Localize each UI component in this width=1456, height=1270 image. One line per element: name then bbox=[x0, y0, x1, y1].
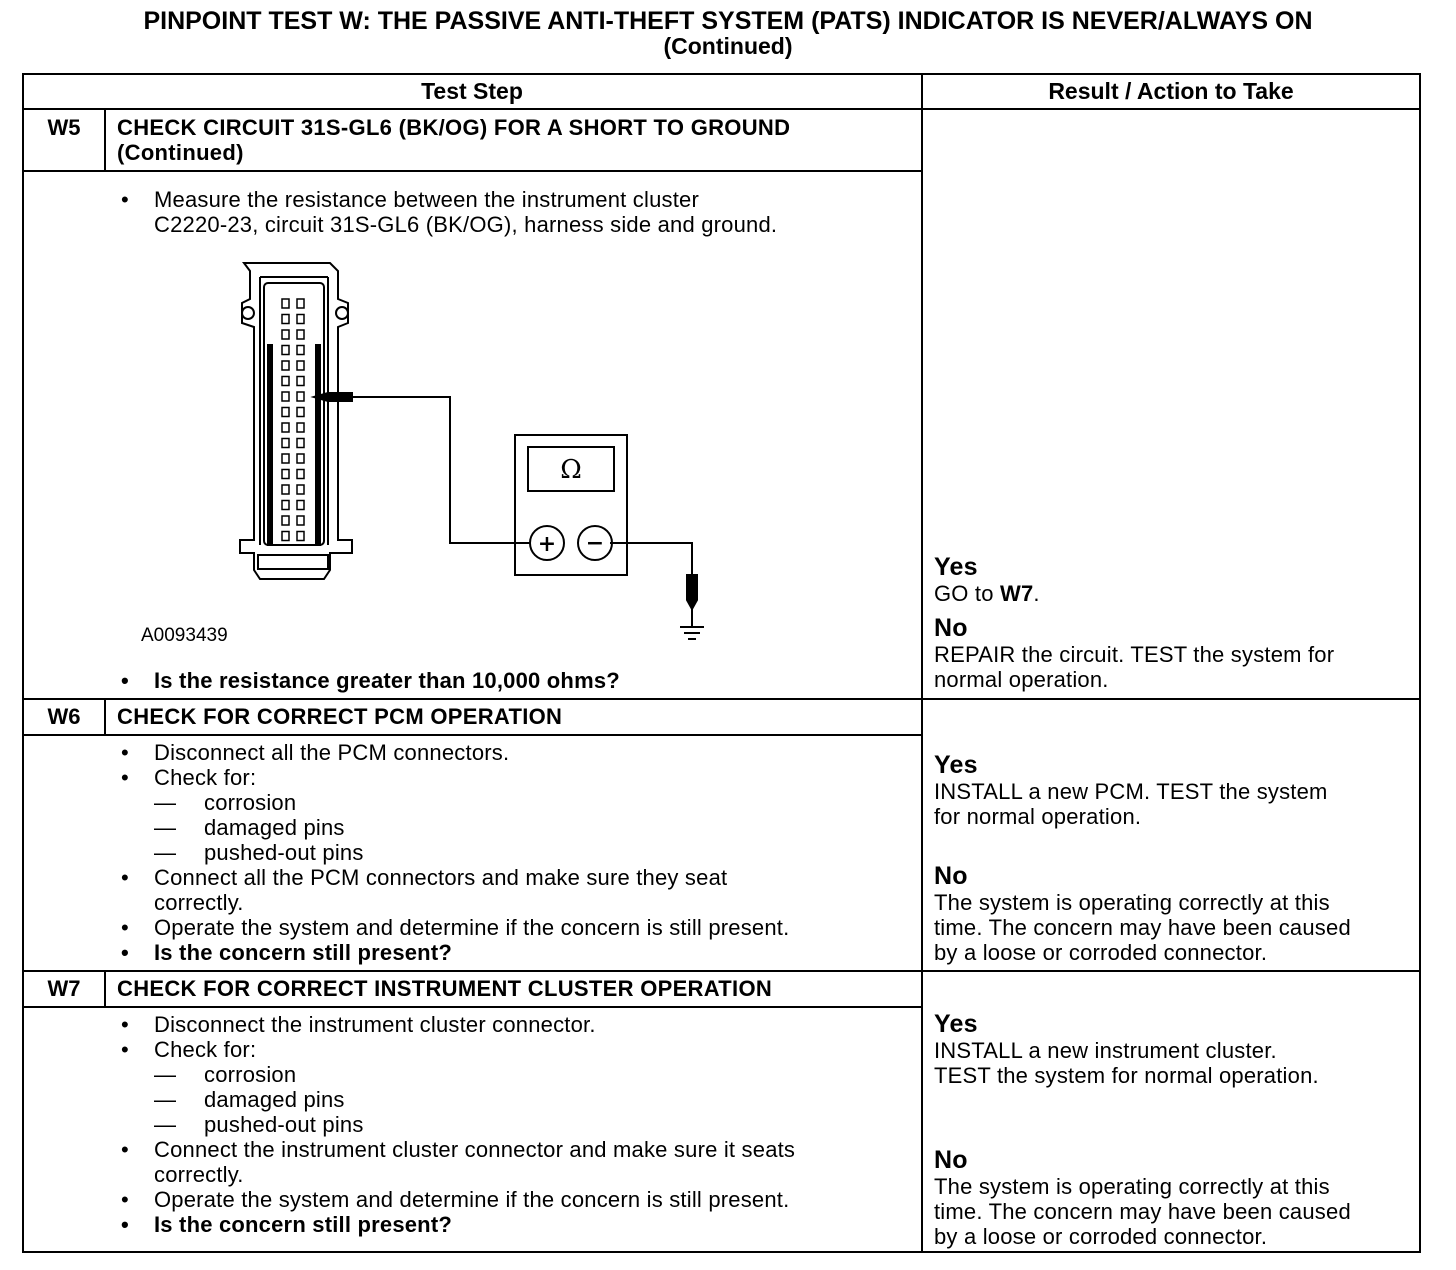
bullet-mark: • bbox=[121, 1037, 129, 1062]
bullet-mark: • bbox=[121, 187, 129, 212]
list-item bbox=[118, 840, 908, 865]
connector-pin bbox=[297, 299, 304, 308]
w7-instructions bbox=[118, 1012, 908, 1237]
w6-instructions bbox=[118, 740, 908, 965]
connector-pin bbox=[282, 439, 289, 448]
list-item bbox=[118, 940, 908, 965]
w7-no-line1: The system is operating correctly at this bbox=[934, 1174, 1330, 1199]
w5-bottom-rule bbox=[22, 698, 1421, 700]
connector-pin bbox=[297, 346, 304, 355]
w6-bottom-rule bbox=[22, 970, 1421, 972]
w7-b3-line2: correctly. bbox=[154, 1162, 244, 1187]
connector-pin bbox=[282, 330, 289, 339]
connector-pin bbox=[282, 346, 289, 355]
w7-result-no bbox=[934, 1147, 1414, 1249]
connector-pin bbox=[297, 423, 304, 432]
connector-pin bbox=[297, 330, 304, 339]
list-item bbox=[118, 1112, 908, 1137]
w5-yes-pre: GO to bbox=[934, 581, 1000, 606]
w6-step-id: W6 bbox=[47, 704, 81, 729]
w6-b3-line2: correctly. bbox=[154, 890, 244, 915]
ground-probe bbox=[687, 575, 697, 609]
w5-instructions bbox=[118, 187, 908, 237]
list-item bbox=[118, 765, 908, 790]
connector-lock bbox=[258, 555, 328, 569]
w7-b4: Operate the system and determine if the concern is still present. bbox=[154, 1187, 790, 1212]
connector-pin bbox=[282, 377, 289, 386]
dash-mark: — bbox=[154, 1087, 177, 1112]
list-item bbox=[118, 1037, 908, 1062]
bullet-mark: • bbox=[121, 765, 129, 790]
w7-id-divider bbox=[104, 970, 106, 1008]
connector-pin bbox=[282, 299, 289, 308]
negative-sign: − bbox=[585, 530, 605, 556]
w6-yes-line1: INSTALL a new PCM. TEST the system bbox=[934, 779, 1328, 804]
connector-measurement-diagram bbox=[230, 255, 730, 645]
w6-yes-label: Yes bbox=[934, 751, 978, 779]
bullet-mark: • bbox=[121, 668, 129, 693]
header-rule bbox=[22, 108, 1421, 110]
w7-question: Is the concern still present? bbox=[154, 1212, 452, 1237]
w5-yes-label: Yes bbox=[934, 553, 978, 581]
dash-mark: — bbox=[154, 790, 177, 815]
w5-yes-ref: W7 bbox=[1000, 581, 1034, 606]
page-title-continued: (Continued) bbox=[663, 33, 793, 59]
list-item bbox=[118, 668, 908, 693]
connector-pin bbox=[297, 532, 304, 541]
w7-d1: corrosion bbox=[204, 1062, 297, 1087]
w6-b1: Disconnect all the PCM connectors. bbox=[154, 740, 510, 765]
connector-pin bbox=[297, 408, 304, 417]
connector-pin bbox=[282, 423, 289, 432]
list-item bbox=[118, 1187, 908, 1212]
connector-pin bbox=[282, 315, 289, 324]
connector-pin bbox=[297, 454, 304, 463]
bullet-mark: • bbox=[121, 1137, 129, 1162]
w6-result-no bbox=[934, 863, 1414, 965]
w5-title-text: CHECK CIRCUIT 31S-GL6 (BK/OG) FOR A SHORT TO GROUND bbox=[117, 115, 791, 140]
w6-d1: corrosion bbox=[204, 790, 297, 815]
w5-title-continued: (Continued) bbox=[117, 140, 244, 165]
w6-d2: damaged pins bbox=[204, 815, 345, 840]
w6-no-label: No bbox=[934, 862, 968, 890]
list-item bbox=[118, 1012, 908, 1037]
right-mount-hole bbox=[336, 307, 348, 319]
w5-result bbox=[934, 554, 1414, 692]
list-item bbox=[118, 1212, 908, 1237]
w6-yes-line2: for normal operation. bbox=[934, 804, 1142, 829]
w7-b3-line1: Connect the instrument cluster connector and make sure it seats bbox=[154, 1137, 796, 1162]
bullet-mark: • bbox=[121, 1212, 129, 1237]
figure-id: A0093439 bbox=[141, 625, 228, 646]
right-latch bbox=[316, 345, 320, 545]
w5-no-label: No bbox=[934, 614, 968, 642]
list-item bbox=[118, 187, 908, 237]
dash-mark: — bbox=[154, 1062, 177, 1087]
left-latch bbox=[268, 345, 272, 545]
dash-mark: — bbox=[154, 1112, 177, 1137]
connector-pins bbox=[282, 299, 304, 541]
connector-pin bbox=[297, 485, 304, 494]
page-title-main: PINPOINT TEST W: THE PASSIVE ANTI-THEFT SYSTEM (PATS) INDICATOR IS NEVER/ALWAYS ON bbox=[143, 7, 1313, 35]
w6-d3: pushed-out pins bbox=[204, 840, 364, 865]
w6-id-divider bbox=[104, 698, 106, 736]
w5-bullet1-line1: Measure the resistance between the instrument cluster bbox=[154, 187, 699, 212]
w7-result-yes bbox=[934, 1011, 1414, 1088]
connector-pin bbox=[282, 392, 289, 401]
connector-pin bbox=[282, 516, 289, 525]
w6-step-title: CHECK FOR CORRECT PCM OPERATION bbox=[117, 704, 563, 729]
list-item bbox=[118, 1062, 908, 1087]
w6-result-yes bbox=[934, 752, 1414, 829]
w5-step-id: W5 bbox=[47, 115, 81, 140]
bullet-mark: • bbox=[121, 915, 129, 940]
bullet-mark: • bbox=[121, 1012, 129, 1037]
w7-no-label: No bbox=[934, 1146, 968, 1174]
positive-sign: + bbox=[537, 531, 557, 557]
connector-pin bbox=[297, 315, 304, 324]
list-item bbox=[118, 915, 908, 940]
dash-mark: — bbox=[154, 815, 177, 840]
dash-mark: — bbox=[154, 840, 177, 865]
w5-question-text: Is the resistance greater than 10,000 ohms? bbox=[154, 668, 620, 693]
w7-no-line3: by a loose or corroded connector. bbox=[934, 1224, 1268, 1249]
connector-pin bbox=[282, 485, 289, 494]
w6-b4: Operate the system and determine if the concern is still present. bbox=[154, 915, 790, 940]
connector-pin bbox=[282, 361, 289, 370]
w7-yes-line1: INSTALL a new instrument cluster. bbox=[934, 1038, 1277, 1063]
connector-pin bbox=[282, 470, 289, 479]
connector-pin bbox=[297, 377, 304, 386]
connector-pin bbox=[297, 470, 304, 479]
bullet-mark: • bbox=[121, 865, 129, 890]
header-test-step: Test Step bbox=[421, 78, 523, 104]
w7-step-title: CHECK FOR CORRECT INSTRUMENT CLUSTER OPERATION bbox=[117, 976, 773, 1001]
connector-pin bbox=[282, 532, 289, 541]
connector-pin bbox=[282, 454, 289, 463]
w6-title-rule bbox=[22, 734, 922, 736]
bullet-mark: • bbox=[121, 1187, 129, 1212]
w7-b2: Check for: bbox=[154, 1037, 257, 1062]
w6-no-line1: The system is operating correctly at this bbox=[934, 890, 1330, 915]
header-result-action: Result / Action to Take bbox=[1048, 78, 1294, 104]
w7-no-line2: time. The concern may have been caused bbox=[934, 1199, 1351, 1224]
w5-title-rule bbox=[22, 170, 922, 172]
w6-b2: Check for: bbox=[154, 765, 257, 790]
w5-question bbox=[118, 668, 908, 693]
w7-yes-line2: TEST the system for normal operation. bbox=[934, 1063, 1319, 1088]
bullet-mark: • bbox=[121, 740, 129, 765]
w6-question: Is the concern still present? bbox=[154, 940, 452, 965]
w7-title-rule bbox=[22, 1006, 922, 1008]
w5-id-divider bbox=[104, 108, 106, 171]
w5-bullet1-line2: C2220-23, circuit 31S-GL6 (BK/OG), harness side and ground. bbox=[154, 212, 778, 237]
w7-yes-label: Yes bbox=[934, 1010, 978, 1038]
w6-no-line2: time. The concern may have been caused bbox=[934, 915, 1351, 940]
list-item bbox=[118, 1137, 908, 1187]
list-item bbox=[118, 740, 908, 765]
w6-b3-line1: Connect all the PCM connectors and make sure they seat bbox=[154, 865, 728, 890]
page-title bbox=[0, 8, 1456, 58]
connector-pin bbox=[297, 516, 304, 525]
w5-step-title bbox=[117, 115, 790, 165]
connector-pin bbox=[297, 501, 304, 510]
bullet-mark: • bbox=[121, 940, 129, 965]
list-item bbox=[118, 865, 908, 915]
w7-step-id: W7 bbox=[47, 976, 81, 1001]
connector-pin bbox=[282, 501, 289, 510]
connector-pin bbox=[297, 392, 304, 401]
w5-yes-post: . bbox=[1033, 581, 1040, 606]
w5-no-line2: normal operation. bbox=[934, 667, 1109, 692]
list-item bbox=[118, 815, 908, 840]
connector-pin bbox=[297, 439, 304, 448]
ohm-symbol: Ω bbox=[560, 455, 582, 485]
list-item bbox=[118, 790, 908, 815]
list-item bbox=[118, 1087, 908, 1112]
connector-housing bbox=[240, 263, 352, 579]
w5-yes-action bbox=[934, 581, 1414, 606]
connector-pin bbox=[282, 408, 289, 417]
meter-lead-positive bbox=[348, 397, 530, 543]
w7-b1: Disconnect the instrument cluster connector. bbox=[154, 1012, 596, 1037]
left-mount-hole bbox=[242, 307, 254, 319]
connector-pin bbox=[297, 361, 304, 370]
w7-d2: damaged pins bbox=[204, 1087, 345, 1112]
w7-d3: pushed-out pins bbox=[204, 1112, 364, 1137]
w6-no-line3: by a loose or corroded connector. bbox=[934, 940, 1268, 965]
column-divider bbox=[921, 73, 923, 1253]
w5-no-line1: REPAIR the circuit. TEST the system for bbox=[934, 642, 1335, 667]
